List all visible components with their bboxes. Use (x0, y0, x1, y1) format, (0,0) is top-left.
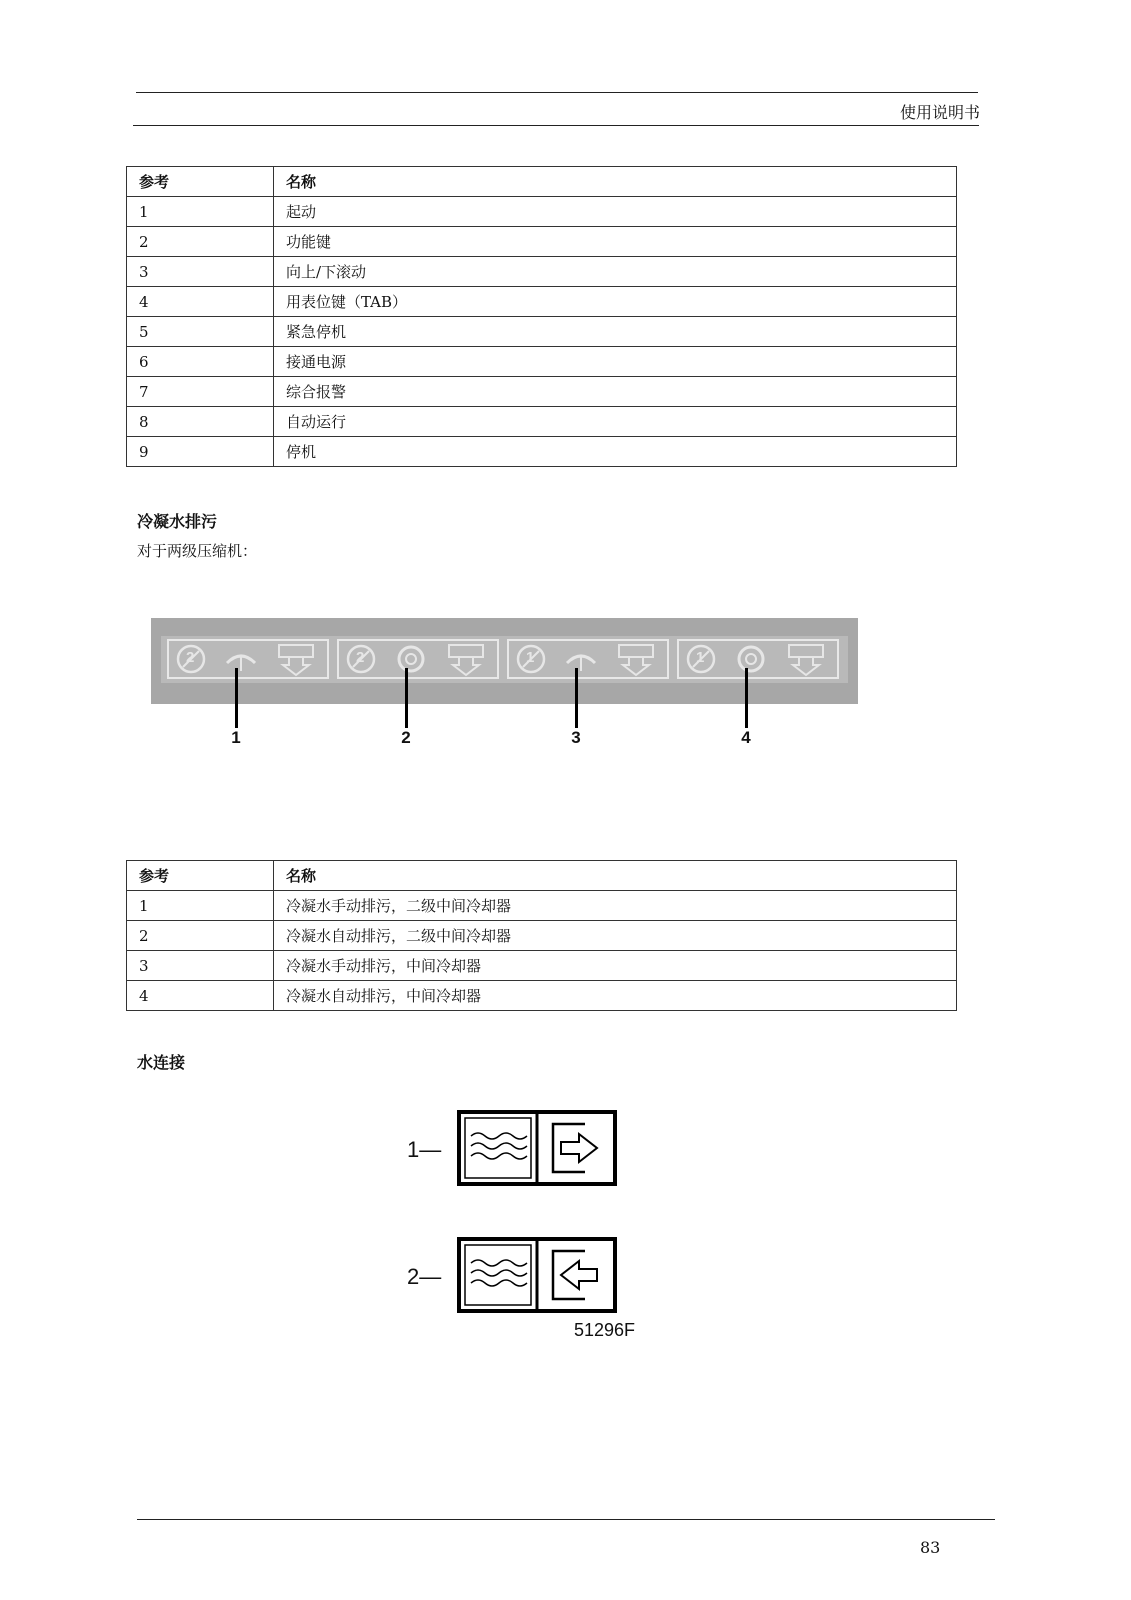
section-heading-water-connection: 水连接 (137, 1053, 186, 1072)
row-ref: 6 (127, 347, 274, 377)
row-ref: 2 (127, 921, 274, 951)
symbol-frame (457, 1110, 617, 1186)
panel-background (151, 618, 858, 704)
row-ref: 4 (127, 981, 274, 1011)
water-inlet-icon (461, 1241, 613, 1309)
table-row (127, 227, 957, 257)
header-ref: 参考 (127, 861, 274, 891)
water-outlet-icon (461, 1114, 613, 1182)
page-number: 83 (920, 1538, 941, 1557)
reference-table-2 (126, 860, 957, 1011)
row-name: 向上/下滚动 (274, 257, 957, 287)
figure-code: 51296F (574, 1320, 636, 1340)
header-rule-top (136, 92, 978, 93)
row-ref: 5 (127, 317, 274, 347)
row-ref: 3 (127, 257, 274, 287)
callout-leader-3 (575, 668, 578, 728)
row-name: 综合报警 (274, 377, 957, 407)
table-row (127, 317, 957, 347)
header-name: 名称 (274, 167, 957, 197)
footer-rule (137, 1519, 995, 1520)
symbol-frame (457, 1237, 617, 1313)
panel-segment-1 (167, 639, 329, 679)
symbol-label: 1— (407, 1137, 442, 1162)
table-header-row (127, 861, 957, 891)
table-row (127, 891, 957, 921)
panel-segment-2 (337, 639, 499, 679)
row-name: 接通电源 (274, 347, 957, 377)
callout-leader-1 (235, 668, 238, 728)
header-rule-bottom (133, 125, 979, 126)
row-name: 紧急停机 (274, 317, 957, 347)
panel-segment-3 (507, 639, 669, 679)
row-name: 冷凝水自动排污，中间冷却器 (274, 981, 957, 1011)
row-ref: 4 (127, 287, 274, 317)
water-inlet-symbol (395, 1234, 655, 1324)
row-ref: 7 (127, 377, 274, 407)
row-ref: 1 (127, 891, 274, 921)
stage-mark: 1 (696, 649, 705, 666)
stage-mark: 1 (526, 649, 535, 666)
row-ref: 3 (127, 951, 274, 981)
header-ref: 参考 (127, 167, 274, 197)
row-name: 功能键 (274, 227, 957, 257)
document-title: 使用说明书 (899, 103, 980, 122)
panel-segment-4 (677, 639, 839, 679)
water-outlet-symbol (395, 1107, 655, 1197)
row-name: 起动 (274, 197, 957, 227)
header-name: 名称 (274, 861, 957, 891)
table-row (127, 347, 957, 377)
stage-mark: 2 (356, 649, 365, 666)
row-name: 用表位键（TAB） (274, 287, 957, 317)
row-ref: 2 (127, 227, 274, 257)
table-row (127, 257, 957, 287)
symbol-label: 2— (407, 1264, 442, 1289)
row-name: 冷凝水手动排污，二级中间冷却器 (274, 891, 957, 921)
row-ref: 1 (127, 197, 274, 227)
condensate-panel-figure (132, 608, 862, 758)
row-ref: 8 (127, 407, 274, 437)
table-row (127, 981, 957, 1011)
callout-number: 2 (401, 728, 411, 747)
row-name: 冷凝水手动排污，中间冷却器 (274, 951, 957, 981)
section-heading-condensate-drain: 冷凝水排污 (137, 512, 218, 531)
stage-mark: 2 (186, 649, 195, 666)
callout-number: 4 (741, 728, 751, 747)
table-row (127, 921, 957, 951)
table-header-row (127, 167, 957, 197)
section-intro-text: 对于两级压缩机： (137, 542, 258, 560)
row-name: 自动运行 (274, 407, 957, 437)
table-row (127, 377, 957, 407)
callout-leader-2 (405, 668, 408, 728)
callout-number: 1 (231, 728, 241, 747)
table-row (127, 951, 957, 981)
row-name: 停机 (274, 437, 957, 467)
table-row (127, 197, 957, 227)
callout-number: 3 (571, 728, 581, 747)
row-ref: 9 (127, 437, 274, 467)
row-name: 冷凝水自动排污，二级中间冷却器 (274, 921, 957, 951)
callout-leader-4 (745, 668, 748, 728)
table-row (127, 287, 957, 317)
reference-table-1 (126, 166, 957, 467)
table-row (127, 437, 957, 467)
table-row (127, 407, 957, 437)
